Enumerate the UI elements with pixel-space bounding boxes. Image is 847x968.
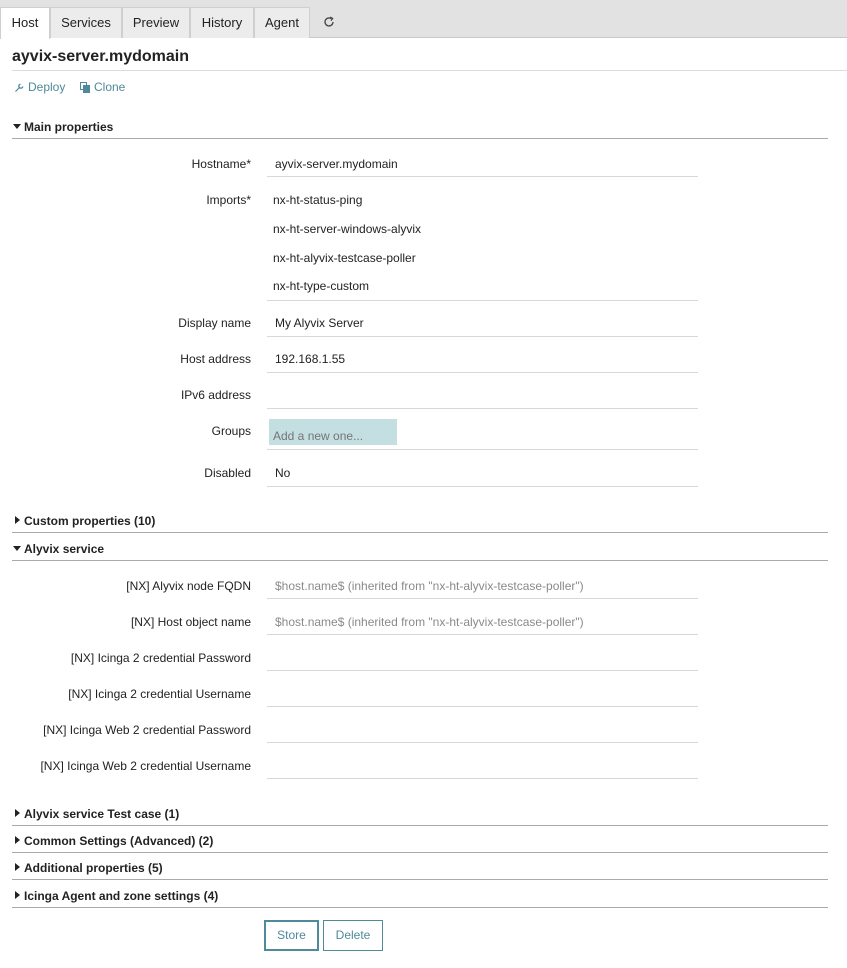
node-fqdn-label: [NX] Alyvix node FQDN [126,579,251,593]
caret-right-icon [12,808,22,818]
section-label: Custom properties (10) [24,514,156,528]
section-label: Main properties [24,120,114,134]
caret-right-icon [12,835,22,845]
iw2-password-field[interactable] [267,721,698,743]
tab-services[interactable]: Services [50,7,122,38]
ipv6-field[interactable] [267,386,698,409]
delete-button[interactable]: Delete [323,920,383,951]
section-label: Alyvix service [24,542,105,556]
import-item[interactable]: nx-ht-server-windows-alyvix [273,222,422,236]
section-common-settings[interactable] [12,831,828,853]
caret-right-icon [12,515,22,525]
tab-history[interactable]: History [190,7,254,38]
groups-label: Groups [211,424,251,438]
section-alyvix-test-case[interactable] [12,804,828,826]
node-fqdn-field[interactable]: $host.name$ (inherited from "nx-ht-alyvix-testcase-poller") [267,577,698,599]
title-divider [12,70,847,71]
host-object-field[interactable]: $host.name$ (inherited from "nx-ht-alyvix-testcase-poller") [267,613,698,635]
caret-right-icon [12,890,22,900]
caret-down-icon [12,121,22,131]
copy-icon [80,82,91,93]
import-item[interactable]: nx-ht-type-custom [273,279,370,293]
section-additional-properties[interactable] [12,858,828,880]
host-address-label: Host address [180,352,251,366]
hostname-label: Hostname* [191,157,251,171]
store-button[interactable]: Store [264,920,319,951]
display-name-label: Display name [178,316,251,330]
import-item[interactable]: nx-ht-alyvix-testcase-poller [273,251,416,265]
import-item[interactable]: nx-ht-status-ping [273,193,363,207]
tab-preview[interactable]: Preview [122,7,190,38]
deploy-label: Deploy [28,80,66,94]
caret-down-icon [12,543,22,553]
iw2-username-label: [NX] Icinga Web 2 credential Username [40,759,251,773]
display-name-field[interactable]: My Alyvix Server [267,314,698,337]
imports-label: Imports* [206,193,251,207]
disabled-label: Disabled [204,466,251,480]
section-agent-zone-settings[interactable] [12,886,828,908]
i2-password-field[interactable] [267,649,698,671]
caret-right-icon [12,862,22,872]
refresh-icon[interactable] [316,7,342,38]
host-address-field[interactable]: 192.168.1.55 [267,350,698,373]
iw2-password-label: [NX] Icinga Web 2 credential Password [43,723,251,737]
section-main-properties[interactable] [12,117,828,139]
wrench-icon [14,82,25,93]
i2-username-field[interactable] [267,685,698,707]
tab-agent[interactable]: Agent [254,7,310,38]
deploy-link[interactable] [14,80,65,94]
section-label: Icinga Agent and zone settings (4) [24,889,219,903]
section-label: Alyvix service Test case (1) [24,807,180,821]
ipv6-label: IPv6 address [180,388,251,402]
page-title: ayvix-server.mydomain [12,48,189,65]
section-custom-properties[interactable] [12,511,828,533]
section-label: Additional properties (5) [24,861,163,875]
iw2-username-field[interactable] [267,757,698,779]
tab-host[interactable]: Host [0,7,50,39]
clone-link[interactable] [80,80,125,94]
hostname-field[interactable]: ayvix-server.mydomain [267,155,698,177]
clone-label: Clone [94,80,126,94]
disabled-select[interactable]: No [267,464,698,487]
section-alyvix-service[interactable] [12,539,828,561]
section-label: Common Settings (Advanced) (2) [24,834,214,848]
imports-field[interactable] [267,191,698,301]
i2-username-label: [NX] Icinga 2 credential Username [68,687,251,701]
i2-password-label: [NX] Icinga 2 credential Password [70,651,251,665]
host-object-label: [NX] Host object name [130,615,251,629]
groups-add-input[interactable] [269,419,397,445]
tab-bar [0,0,847,38]
